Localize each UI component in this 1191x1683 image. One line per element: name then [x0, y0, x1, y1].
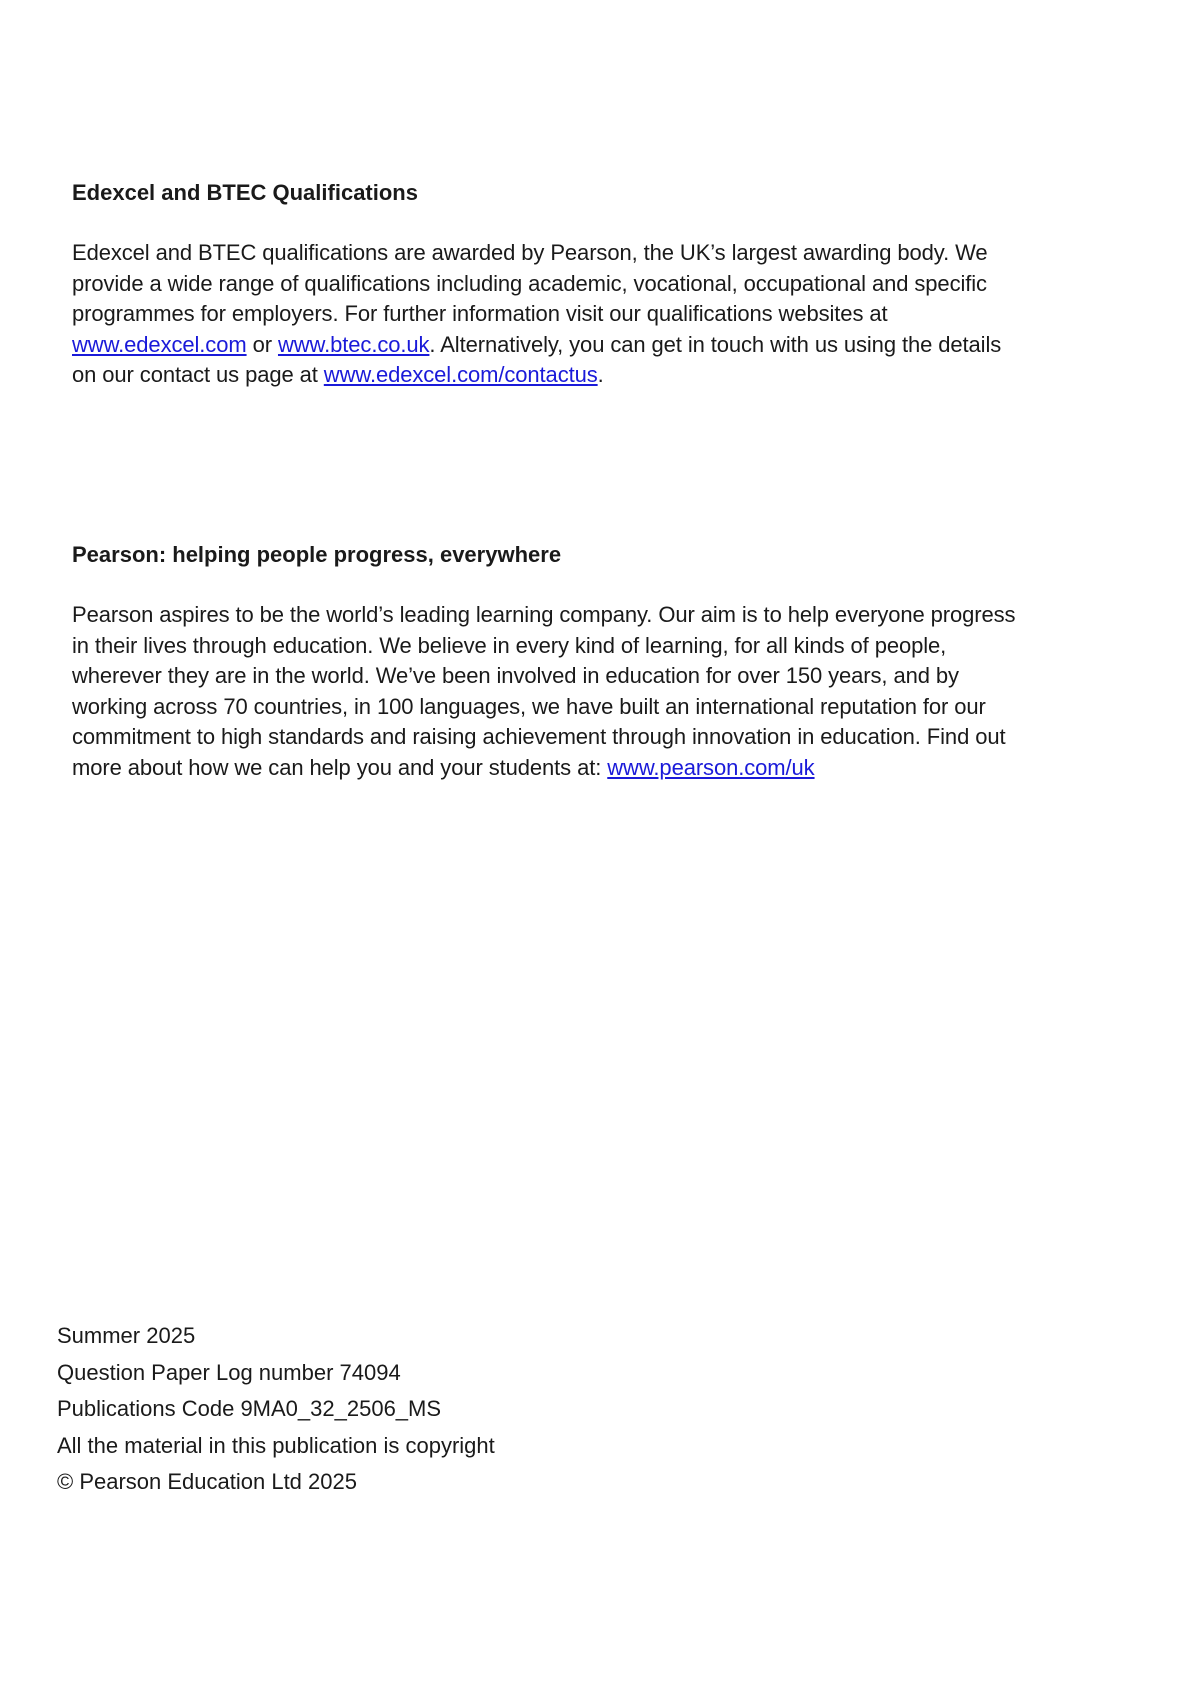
- contact-prefix-text: on our contact us page at: [72, 362, 324, 387]
- or-text: or: [246, 331, 278, 357]
- publication-footer: [57, 1318, 757, 1501]
- paragraph-line: commitment to high standards and raising achievement through innovation in education. Find out: [72, 724, 1006, 749]
- paragraph-line: provide a wide range of qualifications including academic, vocational, occupational and specific: [72, 270, 987, 296]
- paragraph-line: [72, 753, 1112, 784]
- pearson-heading: Pearson: helping people progress, everywhere: [72, 542, 562, 567]
- copyright-note-text: All the material in this publication is copyright: [57, 1432, 495, 1458]
- btec-website-link[interactable]: www.btec.co.uk: [277, 331, 430, 357]
- paragraph-line: Edexcel and BTEC qualifications are awarded by Pearson, the UK’s largest awarding body. We: [72, 240, 988, 265]
- session-text: Summer 2025: [57, 1323, 196, 1348]
- paragraph-line: in their lives through education. We believe in every kind of learning, for all kinds of people,: [72, 632, 947, 658]
- paragraph-line: [72, 330, 1112, 361]
- pearson-section: [72, 540, 1112, 783]
- pearson-website-link[interactable]: www.pearson.com/uk: [607, 754, 815, 780]
- log-number-text: Question Paper Log number 74094: [57, 1359, 401, 1385]
- paragraph-line: working across 70 countries, in 100 languages, we have built an international reputation for our: [72, 693, 986, 719]
- paragraph-line: [72, 360, 1112, 391]
- edexcel-btec-heading: Edexcel and BTEC Qualifications: [72, 180, 418, 205]
- edexcel-website-link[interactable]: www.edexcel.com: [72, 331, 247, 357]
- publication-code-text: Publications Code 9MA0_32_2506_MS: [57, 1396, 442, 1421]
- line-rest-text: . Alternatively, you can get in touch with us using the details: [429, 331, 1002, 357]
- paragraph-line: programmes for employers. For further information visit our qualifications websites at: [72, 301, 888, 326]
- edexcel-btec-paragraph: [72, 238, 1112, 391]
- paragraph-line: Pearson aspires to be the world’s leading learning company. Our aim is to help everyone progress: [72, 602, 1016, 627]
- copyright-text: © Pearson Education Ltd 2025: [57, 1469, 357, 1494]
- pearson-prefix-text: more about how we can help you and your students at:: [72, 754, 608, 780]
- pearson-paragraph: [72, 600, 1112, 783]
- contact-us-link[interactable]: www.edexcel.com/contactus: [323, 362, 598, 387]
- paragraph-line: wherever they are in the world. We’ve been involved in education for over 150 years, and by: [72, 663, 959, 688]
- edexcel-btec-section: [72, 178, 1112, 391]
- period-text: .: [597, 362, 604, 387]
